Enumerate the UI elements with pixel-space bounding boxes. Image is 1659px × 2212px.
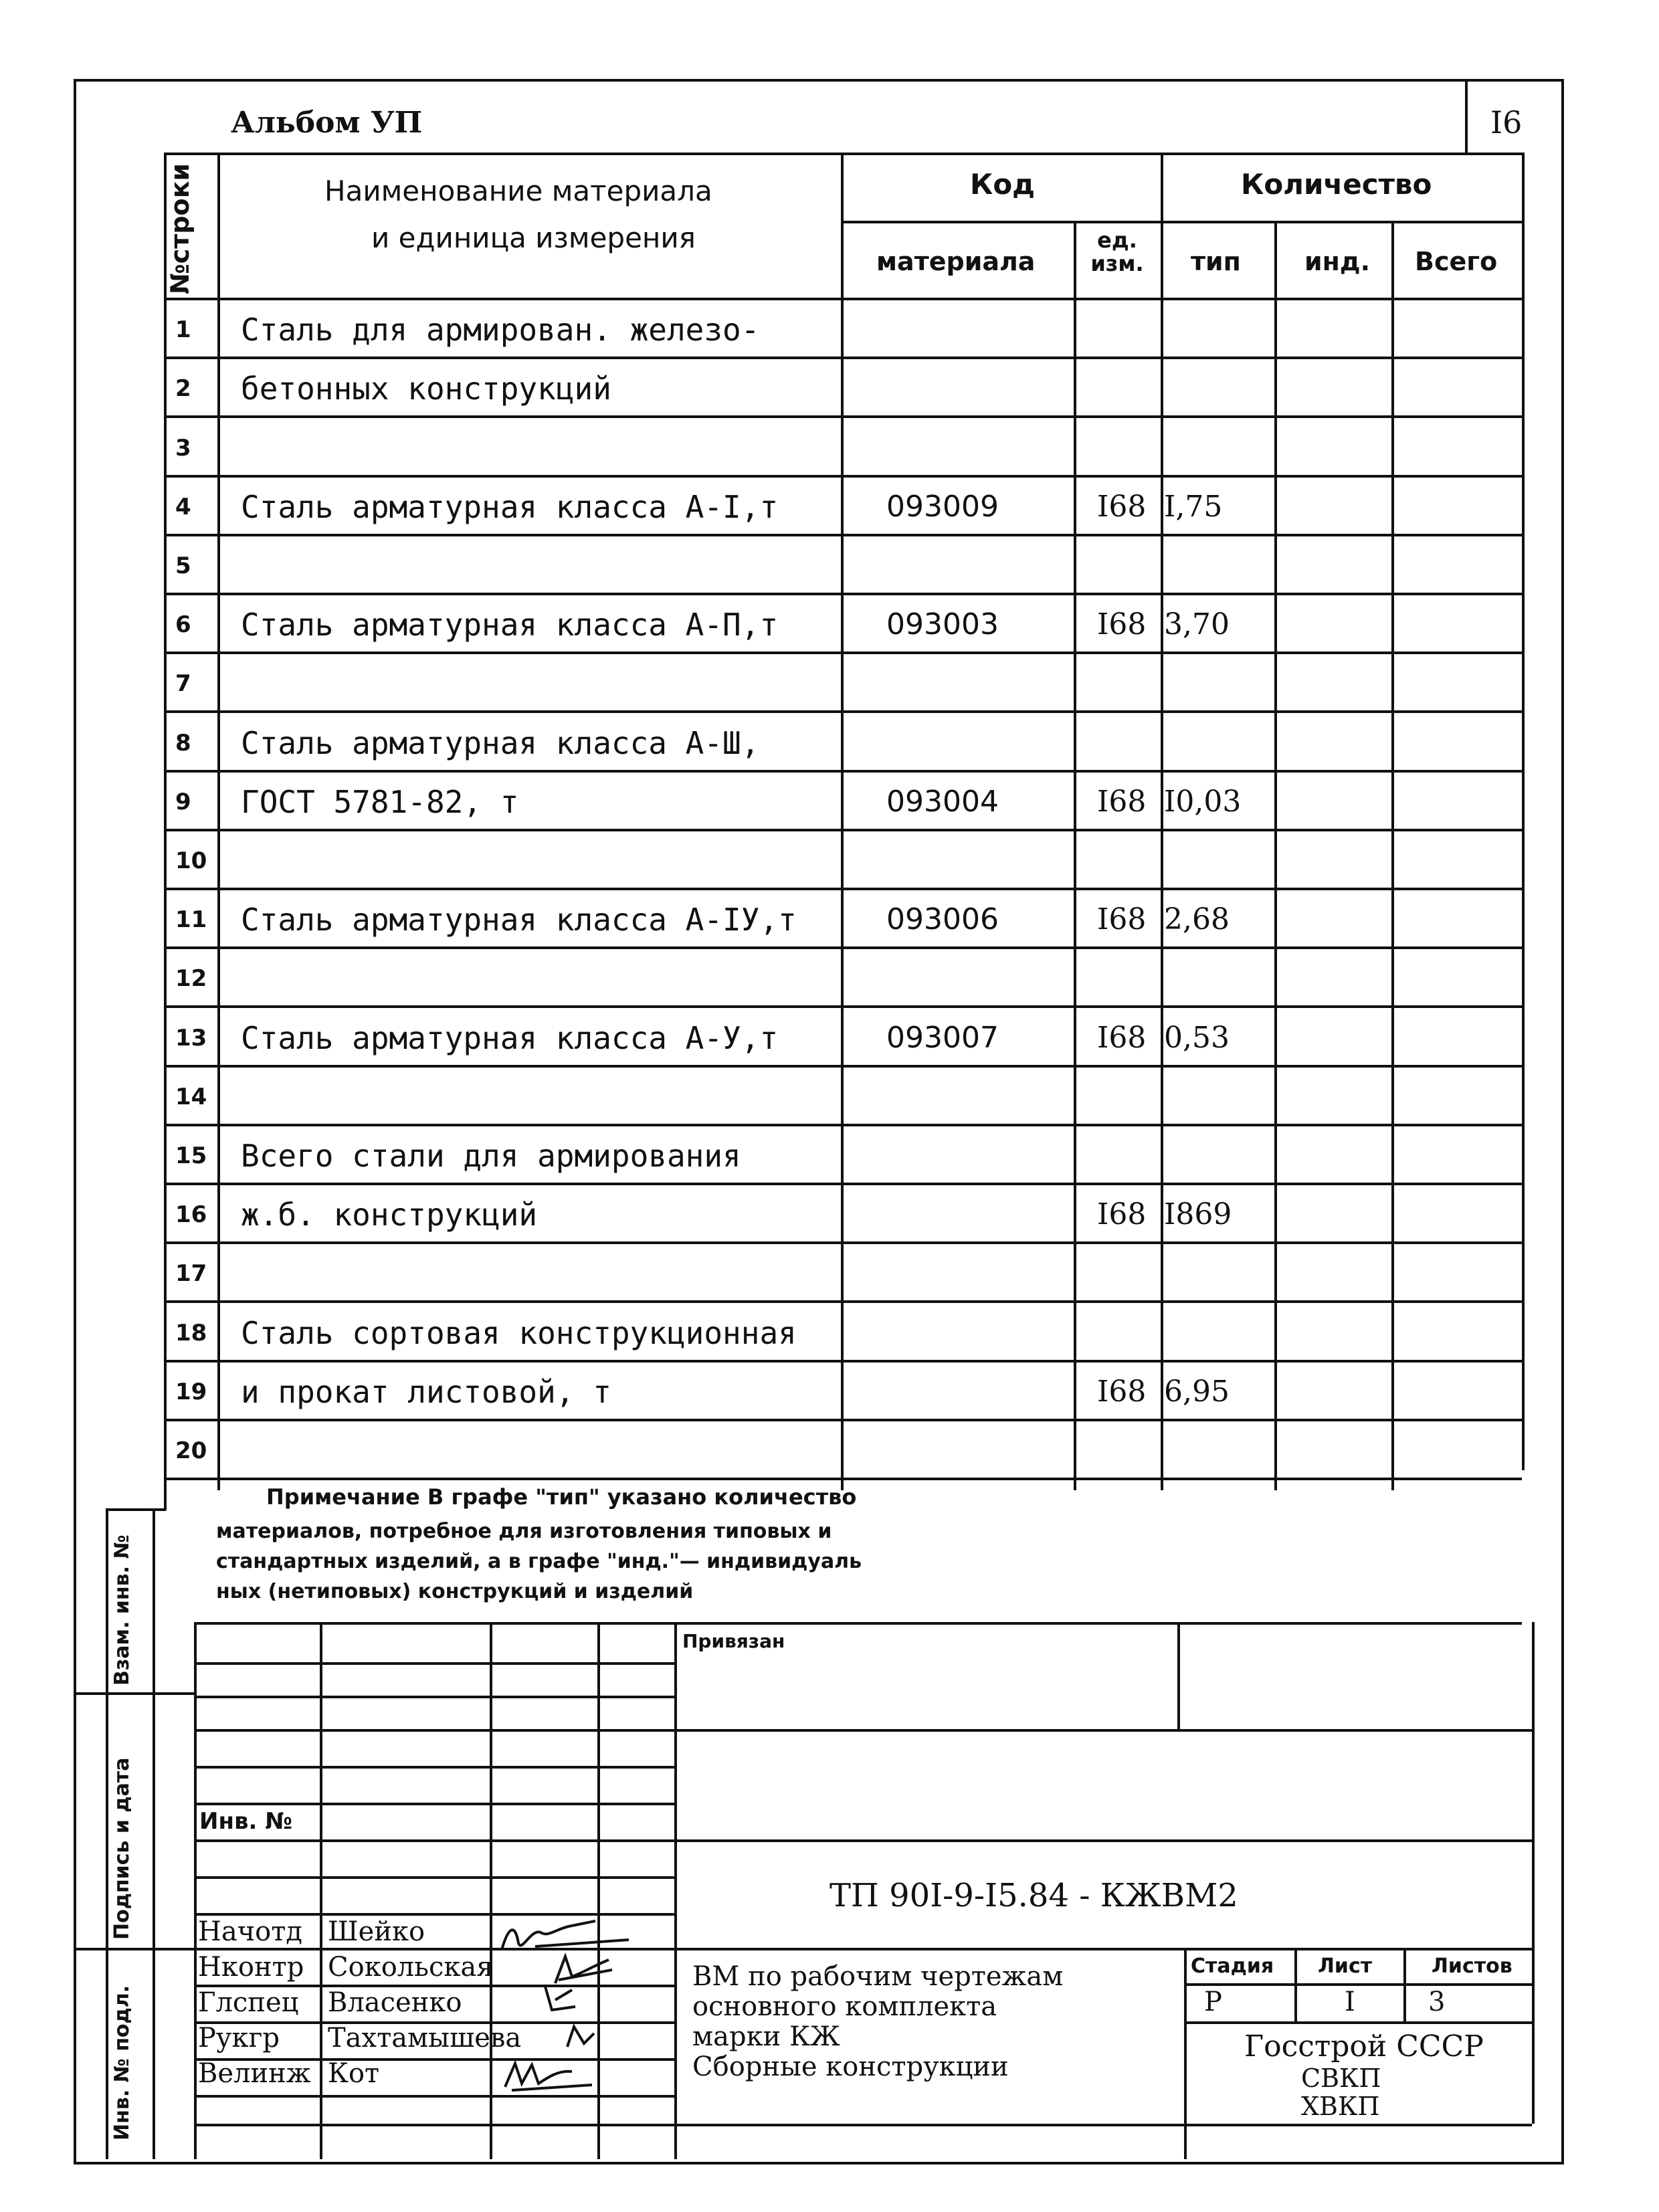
signatory-role: Нконтр xyxy=(198,1952,304,1983)
page-number: I6 xyxy=(1490,104,1523,140)
row-number-cell: 18 xyxy=(175,1319,207,1346)
org-line-1: Госстрой СССР xyxy=(1244,2029,1484,2064)
column-header-row-number: №строки xyxy=(165,163,195,294)
signatory-name: Власенко xyxy=(328,1987,462,2018)
row-number-cell: 2 xyxy=(175,375,191,403)
qty-type-cell: I,75 xyxy=(1164,489,1223,524)
qty-type-cell: 0,53 xyxy=(1164,1020,1230,1055)
row-number-cell: 15 xyxy=(175,1142,207,1169)
doc-title-line-2: основного комплекта xyxy=(692,1991,997,2022)
signatory-role: Глспец xyxy=(198,1987,299,2018)
material-code-cell: 093003 xyxy=(886,607,999,642)
org-line-2: СВКП xyxy=(1301,2064,1381,2093)
signature-vlasenko xyxy=(535,1980,589,2020)
material-name-cell: и прокат листовой, т xyxy=(241,1373,611,1410)
sheet-label: Лист xyxy=(1318,1954,1373,1978)
side-strip-line xyxy=(106,1508,108,2159)
signatory-name: Шейко xyxy=(328,1916,425,1947)
qty-type-cell: 3,70 xyxy=(1164,607,1230,642)
row-number-cell: 7 xyxy=(175,670,191,698)
material-name-cell: Сталь арматурная класса А-IУ,т xyxy=(241,902,797,938)
qty-type-cell: I869 xyxy=(1164,1197,1232,1232)
row-number-cell: 5 xyxy=(175,552,191,579)
unit-code-cell: I68 xyxy=(1097,607,1147,642)
row-number-cell: 10 xyxy=(175,847,207,874)
side-label-podpis: Подпись и дата xyxy=(110,1757,134,1940)
row-number-cell: 19 xyxy=(175,1378,207,1405)
side-label-inv-podl: Инв. № подл. xyxy=(110,1985,134,2140)
row-number-cell: 16 xyxy=(175,1201,207,1229)
material-code-cell: 093009 xyxy=(886,489,999,524)
unit-code-cell: I68 xyxy=(1097,784,1147,819)
column-header-name-2: и единица измерения xyxy=(371,221,696,254)
note-line-4: ных (нетиповых) конструкций и изделий xyxy=(216,1580,694,1603)
page-number-divider xyxy=(1465,79,1468,154)
row-number-cell: 20 xyxy=(175,1437,207,1464)
row-number-cell: 1 xyxy=(175,316,191,344)
doc-title-line-4: Сборные конструкции xyxy=(692,2051,1009,2082)
material-code-cell: 093004 xyxy=(886,784,999,819)
qty-type-cell: 2,68 xyxy=(1164,902,1230,937)
material-name-cell: Сталь арматурная класса А-I,т xyxy=(241,488,779,525)
stage-label: Стадия xyxy=(1191,1954,1274,1978)
material-code-cell: 093007 xyxy=(886,1020,999,1055)
material-name-cell: Сталь арматурная класса А-У,т xyxy=(241,1019,779,1056)
material-name-cell: Сталь арматурная класса А-П,т xyxy=(241,607,779,643)
stage-value: Р xyxy=(1204,1987,1222,2017)
qty-type-cell: 6,95 xyxy=(1164,1374,1230,1409)
signatory-name: Сокольская xyxy=(328,1952,494,1983)
material-name-cell: бетонных конструкций xyxy=(241,371,611,407)
sheets-label: Листов xyxy=(1432,1954,1512,1978)
row-number-cell: 3 xyxy=(175,434,191,462)
column-header-code-material: материала xyxy=(876,247,1036,276)
material-name-cell: Сталь сортовая конструкционная xyxy=(241,1314,797,1351)
unit-code-cell: I68 xyxy=(1097,1197,1147,1232)
column-header-ind: инд. xyxy=(1304,247,1371,276)
row-number-cell: 12 xyxy=(175,965,207,993)
material-name-cell: ж.б. конструкций xyxy=(241,1197,538,1233)
column-header-type: тип xyxy=(1191,247,1241,276)
signatory-name: Кот xyxy=(328,2058,380,2089)
document-code: ТП 90I-9-I5.84 - КЖВМ2 xyxy=(830,1877,1238,1914)
qty-type-cell: I0,03 xyxy=(1164,784,1242,819)
doc-title-line-1: ВМ по рабочим чертежам xyxy=(692,1961,1064,1992)
signatory-name: Тахтамышева xyxy=(328,2023,522,2053)
signatory-role: Велинж xyxy=(198,2058,311,2089)
column-header-code-unit: ед. изм. xyxy=(1090,227,1144,277)
inv-no-label: Инв. № xyxy=(199,1808,293,1835)
note-line-3: стандартных изделий, а в графе "инд."— индивидуаль xyxy=(216,1550,862,1573)
sheet-value: I xyxy=(1345,1987,1355,2017)
row-number-cell: 4 xyxy=(175,493,191,520)
column-header-quantity: Количество xyxy=(1241,168,1432,201)
signature-kot xyxy=(498,2057,599,2097)
album-title: Альбом УП xyxy=(231,106,423,140)
material-name-cell: Сталь арматурная класса А-Ш, xyxy=(241,724,760,761)
row-number-cell: 11 xyxy=(175,906,207,934)
unit-code-cell: I68 xyxy=(1097,1374,1147,1409)
row-number-cell: 9 xyxy=(175,788,191,815)
side-label-vzam: Взам. инв. № xyxy=(110,1534,134,1686)
note-line-1: Примечание В графе "тип" указано количество xyxy=(266,1484,857,1510)
doc-title-line-3: марки КЖ xyxy=(692,2021,840,2052)
material-code-cell: 093006 xyxy=(886,902,999,937)
sheets-value: 3 xyxy=(1428,1987,1446,2017)
privyazan-label: Привязан xyxy=(682,1630,785,1652)
material-name-cell: ГОСТ 5781-82, т xyxy=(241,783,519,820)
signatory-role: Рукгр xyxy=(198,2023,280,2053)
signature-takhtamysheva xyxy=(561,2020,601,2057)
unit-code-cell: I68 xyxy=(1097,902,1147,937)
unit-code-cell: I68 xyxy=(1097,1020,1147,1055)
column-header-total: Всего xyxy=(1415,247,1498,276)
row-number-cell: 14 xyxy=(175,1083,207,1110)
row-number-cell: 17 xyxy=(175,1260,207,1288)
row-number-cell: 6 xyxy=(175,611,191,639)
row-number-cell: 8 xyxy=(175,729,191,757)
unit-code-cell: I68 xyxy=(1097,489,1147,524)
column-header-code: Код xyxy=(970,168,1036,201)
note-line-2: материалов, потребное для изготовления типовых и xyxy=(216,1520,832,1543)
material-name-cell: Всего стали для армирования xyxy=(241,1137,741,1174)
org-line-3: ХВКП xyxy=(1301,2092,1380,2121)
row-number-cell: 13 xyxy=(175,1024,207,1051)
signatory-role: Начотд xyxy=(198,1916,303,1947)
material-name-cell: Сталь для армирован. железо- xyxy=(241,312,760,348)
column-header-name-1: Наименование материала xyxy=(324,175,712,207)
